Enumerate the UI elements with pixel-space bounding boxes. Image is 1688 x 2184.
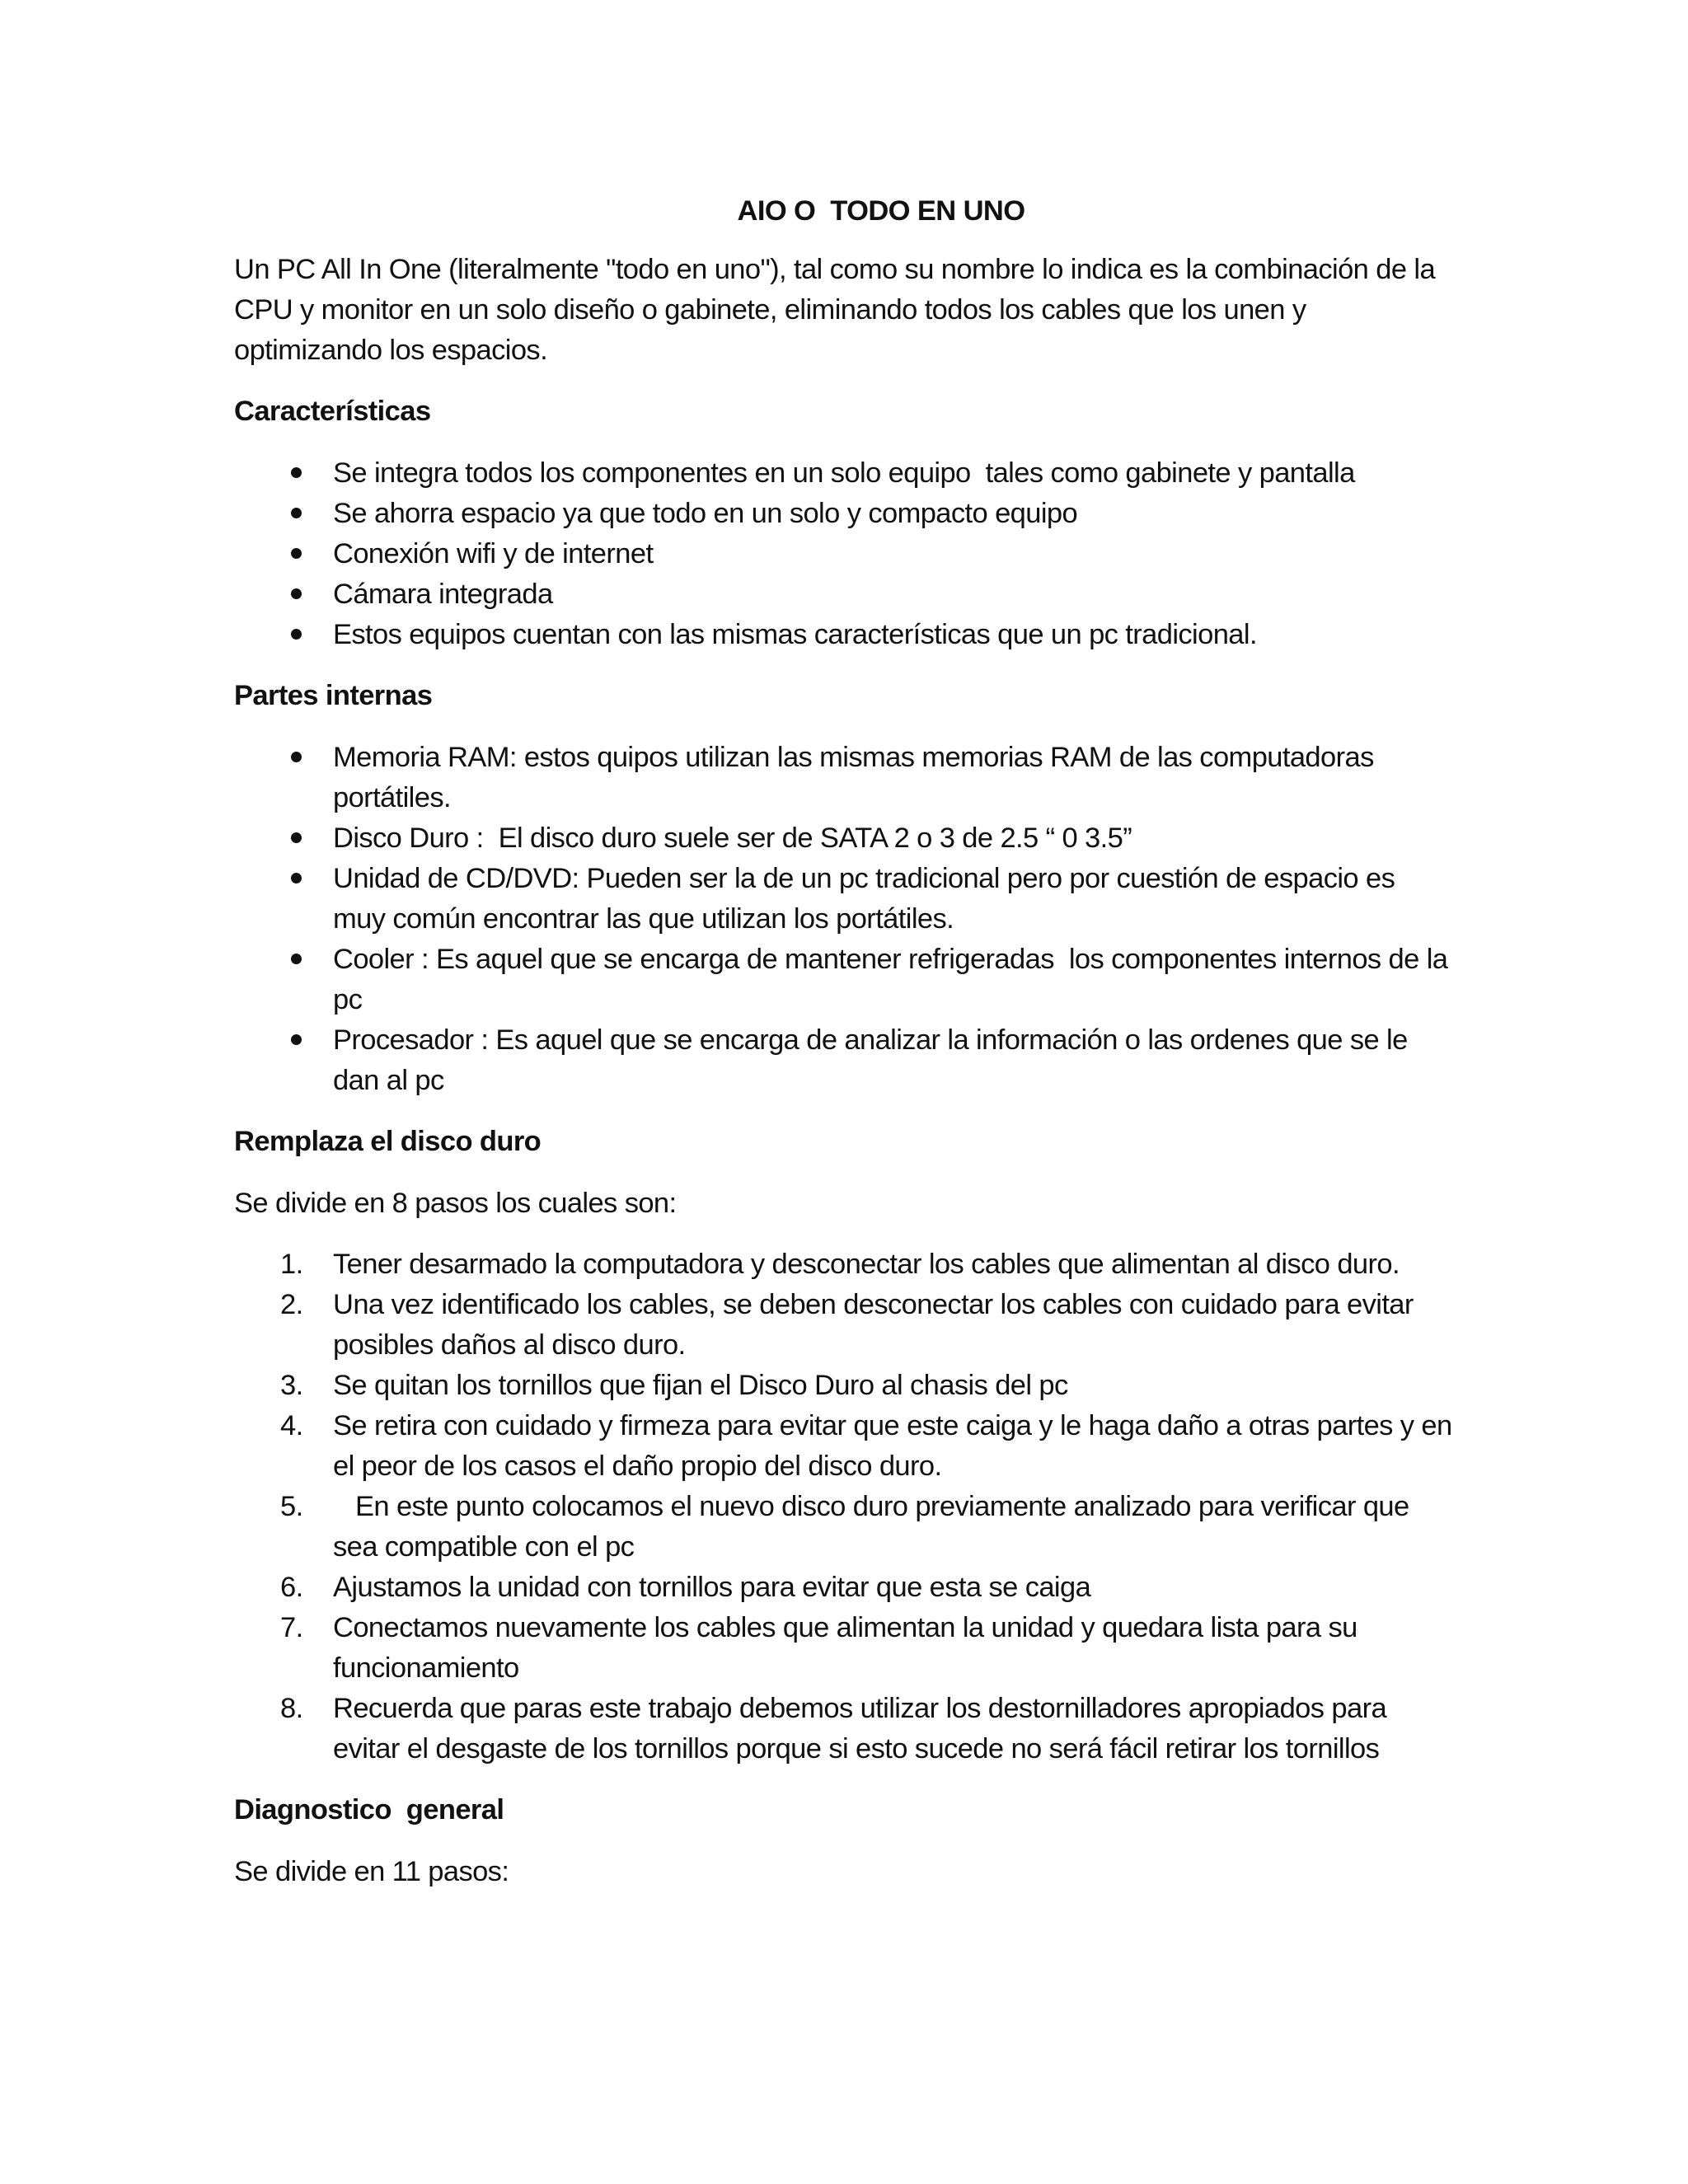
list-item: 2. Una vez identificado los cables, se deben desconectar los cables con cuidado para evitar posibles daños al disco duro. <box>234 1285 1454 1366</box>
list-item: 6. Ajustamos la unidad con tornillos para evitar que esta se caiga <box>234 1568 1454 1608</box>
bullet-icon <box>284 494 308 534</box>
list-item: Estos equipos cuentan con las mismas características que un pc tradicional. <box>234 615 1454 655</box>
section-heading-diagnostico: Diagnostico general <box>234 1794 504 1825</box>
intro-paragraph: Un PC All In One (literalmente "todo en uno"), tal como su nombre lo indica es la combinación de la CPU y monitor en un solo diseño o gabinete, eliminando todos los cables que los unen y optimizando los espacios. <box>234 254 1436 366</box>
list-item: Disco Duro : El disco duro suele ser de SATA 2 o 3 de 2.5 “ 0 3.5” <box>234 818 1454 859</box>
remplaza-intro: Se divide en 8 pasos los cuales son: <box>234 1188 677 1219</box>
step-number: 4. <box>280 1410 303 1441</box>
bullet-icon <box>284 818 308 859</box>
bullet-icon <box>284 1020 308 1061</box>
list-item: Cooler : Es aquel que se encarga de mantener refrigeradas los componentes internos de la pc <box>234 940 1454 1020</box>
bullet-icon <box>284 574 308 615</box>
step-number: 1. <box>280 1249 303 1280</box>
section-heading-remplaza-disco: Remplaza el disco duro <box>234 1126 542 1157</box>
list-item: Unidad de CD/DVD: Pueden ser la de un pc tradicional pero por cuestión de espacio es muy común encontrar las que utilizan los portátiles. <box>234 859 1454 940</box>
diagnostico-intro: Se divide en 11 pasos: <box>234 1856 509 1887</box>
step-number: 5. <box>280 1491 303 1522</box>
list-item: 3. Se quitan los tornillos que fijan el Disco Duro al chasis del pc <box>234 1366 1454 1406</box>
list-item: 8. Recuerda que paras este trabajo debemos utilizar los destornilladores apropiados para evitar el desgaste de los tornillos porque si esto sucede no será fácil retirar los tornillos <box>234 1689 1454 1769</box>
step-number: 8. <box>280 1693 303 1724</box>
list-item: 5. En este punto colocamos el nuevo disco duro previamente analizado para verificar que sea compatible con el pc <box>234 1487 1454 1568</box>
step-number: 2. <box>280 1289 303 1320</box>
section-heading-partes-internas: Partes internas <box>234 680 433 711</box>
bullet-icon <box>284 453 308 494</box>
list-item: 1. Tener desarmado la computadora y desconectar los cables que alimentan al disco duro. <box>234 1244 1454 1285</box>
list-item: Cámara integrada <box>234 574 1454 615</box>
list-item: Conexión wifi y de internet <box>234 534 1454 574</box>
list-item: Se ahorra espacio ya que todo en un solo y compacto equipo <box>234 494 1454 534</box>
list-item: Procesador : Es aquel que se encarga de analizar la información o las ordenes que se le dan al pc <box>234 1020 1454 1101</box>
document-body <box>234 191 1454 1913</box>
list-item: Memoria RAM: estos quipos utilizan las mismas memorias RAM de las computadoras portátiles. <box>234 738 1454 818</box>
list-item: 7. Conectamos nuevamente los cables que alimentan la unidad y quedara lista para su funcionamiento <box>234 1608 1454 1689</box>
bullet-icon <box>284 859 308 899</box>
step-number: 7. <box>280 1612 303 1643</box>
bullet-icon <box>284 738 308 778</box>
list-item: Se integra todos los componentes en un solo equipo tales como gabinete y pantalla <box>234 453 1454 494</box>
document-title: AIO O TODO EN UNO <box>737 195 1025 227</box>
remplaza-steps-list <box>234 1244 1454 1769</box>
list-item: 4. Se retira con cuidado y firmeza para evitar que este caiga y le haga daño a otras partes y en el peor de los casos el daño propio del disco duro. <box>234 1406 1454 1487</box>
bullet-icon <box>284 940 308 980</box>
section-heading-caracteristicas: Características <box>234 396 431 427</box>
partes-internas-list <box>234 738 1454 1101</box>
caracteristicas-list <box>234 453 1454 655</box>
bullet-icon <box>284 615 308 655</box>
step-number: 3. <box>280 1370 303 1401</box>
bullet-icon <box>284 534 308 574</box>
step-number: 6. <box>280 1572 303 1603</box>
